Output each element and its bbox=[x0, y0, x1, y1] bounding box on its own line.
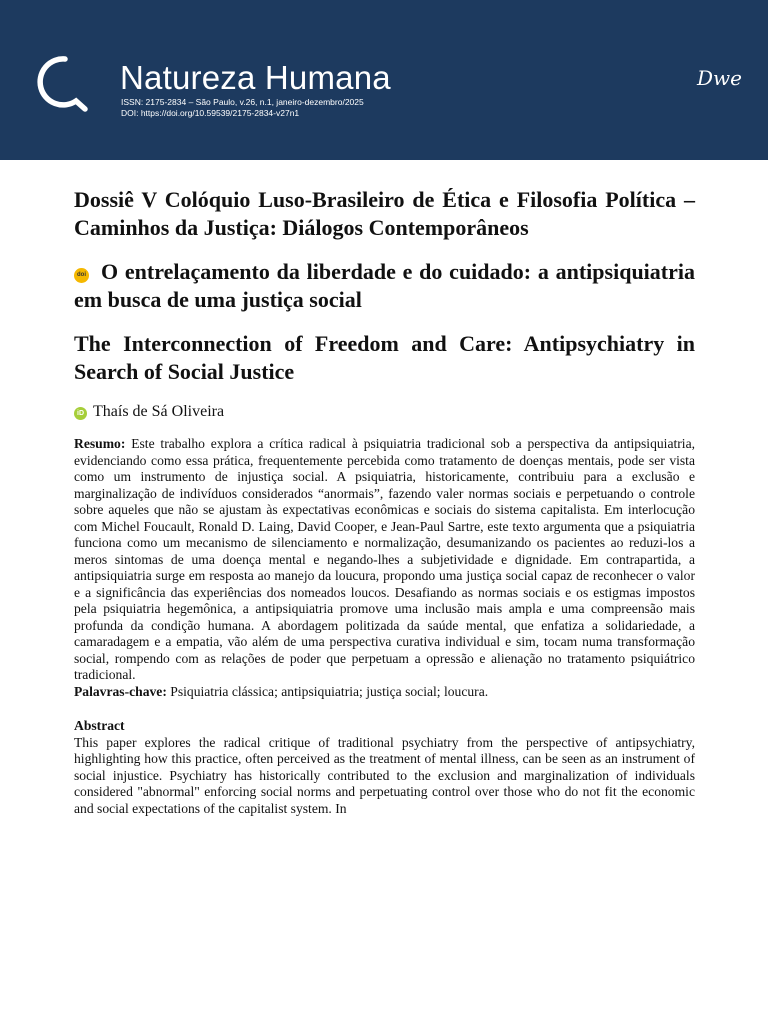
journal-logo-icon bbox=[36, 54, 94, 112]
resumo-paragraph bbox=[74, 436, 695, 684]
abstract-heading: Abstract bbox=[74, 718, 125, 733]
author-line bbox=[74, 402, 695, 422]
resumo-label: Resumo: bbox=[74, 436, 126, 451]
article-title-pt bbox=[74, 258, 695, 314]
abstract-text: This paper explores the radical critique of traditional psychiatry from the perspective of antipsychiatry, highlighting how this practice, often perceived as the treatment of mental illness, can be seen as an instrument of social injustice. Psychiatry has historically contributed to the exclusion and marginalization of individuals considered "abnormal" enforcing social norms and perpetuating control over those who do not fit the economic and social expectations of the capitalist system. In bbox=[74, 734, 695, 816]
keywords-label: Palavras-chave: bbox=[74, 683, 167, 699]
publisher-logo: Dwe bbox=[697, 66, 742, 90]
orcid-icon[interactable]: iD bbox=[74, 407, 87, 420]
dossier-title: Dossiê V Colóquio Luso-Brasileiro de Ética e Filosofia Política – Caminhos da Justiça: Diálogos Contemporâneos bbox=[74, 187, 695, 240]
doi-line[interactable]: DOI: https://doi.org/10.59539/2175-2834-v27n1 bbox=[121, 108, 300, 118]
journal-meta bbox=[121, 97, 364, 119]
journal-title: Natureza Humana bbox=[120, 59, 391, 96]
journal-header bbox=[0, 0, 768, 160]
article-title-en: The Interconnection of Freedom and Care: Antipsychiatry in Search of Social Justice bbox=[74, 331, 695, 384]
doi-icon[interactable]: doi bbox=[74, 268, 89, 283]
author-name: Thaís de Sá Oliveira bbox=[93, 403, 225, 420]
keywords-line bbox=[74, 684, 695, 701]
issn-line: ISSN: 2175-2834 – São Paulo, v.26, n.1, janeiro-dezembro/2025 bbox=[121, 97, 364, 107]
keywords-text: Psiquiatria clássica; antipsiquiatria; justiça social; loucura. bbox=[170, 683, 489, 699]
article-title-pt-text: O entrelaçamento da liberdade e do cuidado: a antipsiquiatria em busca de uma justiça social bbox=[74, 259, 695, 312]
article-body bbox=[74, 186, 695, 817]
resumo-text: Este trabalho explora a crítica radical à psiquiatria tradicional sob a perspectiva da antipsiquiatria, evidenciando como essa prática, frequentemente percebida como tratamento de doenças mentais, pode ser vista como um instrumento de injustiça social. A psiquiatria, historicamente, contribuiu para a exclusão e marginalização de indivíduos considerados “anormais”, fazendo valer normas sociais e perpetuando o controle sobre aqueles que não se ajustam às expectativas econômicas e sociais do sistema capitalista. Em interlocução com Michel Foucault, Ronald D. Laing, David Cooper, e Jean-Paul Sartre, este texto argumenta que a psiquiatria funciona como um mecanismo de silenciamento e normalização, desumanizando os pacientes ao reduzi-los a meros sintomas de uma doença mental e negando-lhes a subjetividade e dignidade. Em contrapartida, a antipsiquiatria surge em resposta ao manejo da loucura, propondo uma justiça social capaz de reconhecer o valor e a significância das experiências dos nomeados loucos. Desafiando as normas sociais e os estigmas impostos pela psiquiatria hegemônica, a antipsiquiatria promove uma inclusão mais ampla e uma compreensão mais profunda da condição humana. A abordagem politizada da saúde mental, que enfatiza a solidariedade, a camaradagem e a empatia, vão além de uma perspectiva curativa individual e sim, tocam numa transformação social, rompendo com as relações de poder que perpetuam a opressão e alienação no tratamento psiquiátrico tradicional. bbox=[74, 436, 696, 682]
